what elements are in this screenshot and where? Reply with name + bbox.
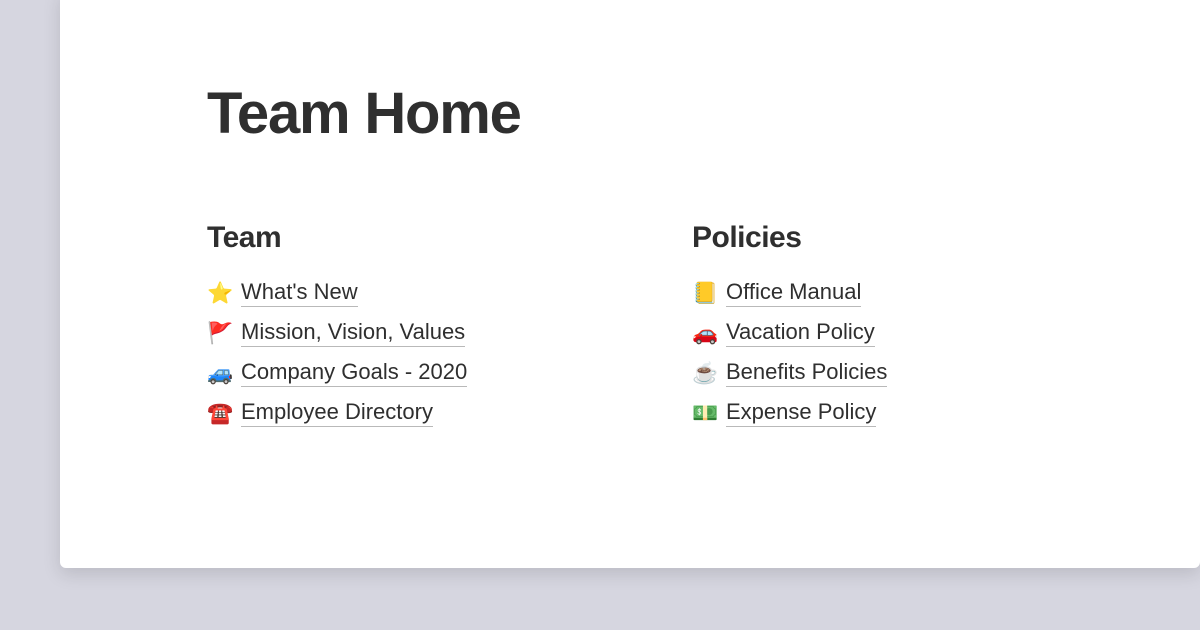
- car-icon: 🚙: [207, 361, 234, 385]
- link-office-manual[interactable]: Office Manual: [726, 279, 861, 307]
- page-content: [207, 81, 1107, 433]
- list-item[interactable]: [207, 313, 622, 353]
- link-expense-policy[interactable]: Expense Policy: [726, 399, 876, 427]
- link-vacation-policy[interactable]: Vacation Policy: [726, 319, 875, 347]
- page-card: [60, 0, 1200, 568]
- link-company-goals-2020[interactable]: Company Goals - 2020: [241, 359, 467, 387]
- coffee-icon: ☕: [692, 361, 719, 385]
- list-item[interactable]: [692, 313, 1107, 353]
- link-employee-directory[interactable]: Employee Directory: [241, 399, 433, 427]
- triangular-flag-icon: 🚩: [207, 321, 234, 345]
- list-item[interactable]: [207, 273, 622, 313]
- link-mission-vision-values[interactable]: Mission, Vision, Values: [241, 319, 465, 347]
- list-item[interactable]: [207, 353, 622, 393]
- link-columns: [207, 221, 1107, 433]
- column-policies: [692, 221, 1107, 433]
- red-car-icon: 🚗: [692, 321, 719, 345]
- notebook-icon: 📒: [692, 281, 719, 305]
- page-title: Team Home: [207, 81, 521, 146]
- list-item[interactable]: [692, 393, 1107, 433]
- column-heading: Policies: [692, 221, 802, 254]
- link-whats-new[interactable]: What's New: [241, 279, 358, 307]
- column-team: [207, 221, 622, 433]
- list-item[interactable]: [692, 273, 1107, 313]
- telephone-icon: ☎️: [207, 401, 234, 425]
- money-icon: 💵: [692, 401, 719, 425]
- star-icon: ⭐: [207, 281, 234, 305]
- column-heading: Team: [207, 221, 282, 254]
- list-item[interactable]: [692, 353, 1107, 393]
- list-item[interactable]: [207, 393, 622, 433]
- link-benefits-policies[interactable]: Benefits Policies: [726, 359, 887, 387]
